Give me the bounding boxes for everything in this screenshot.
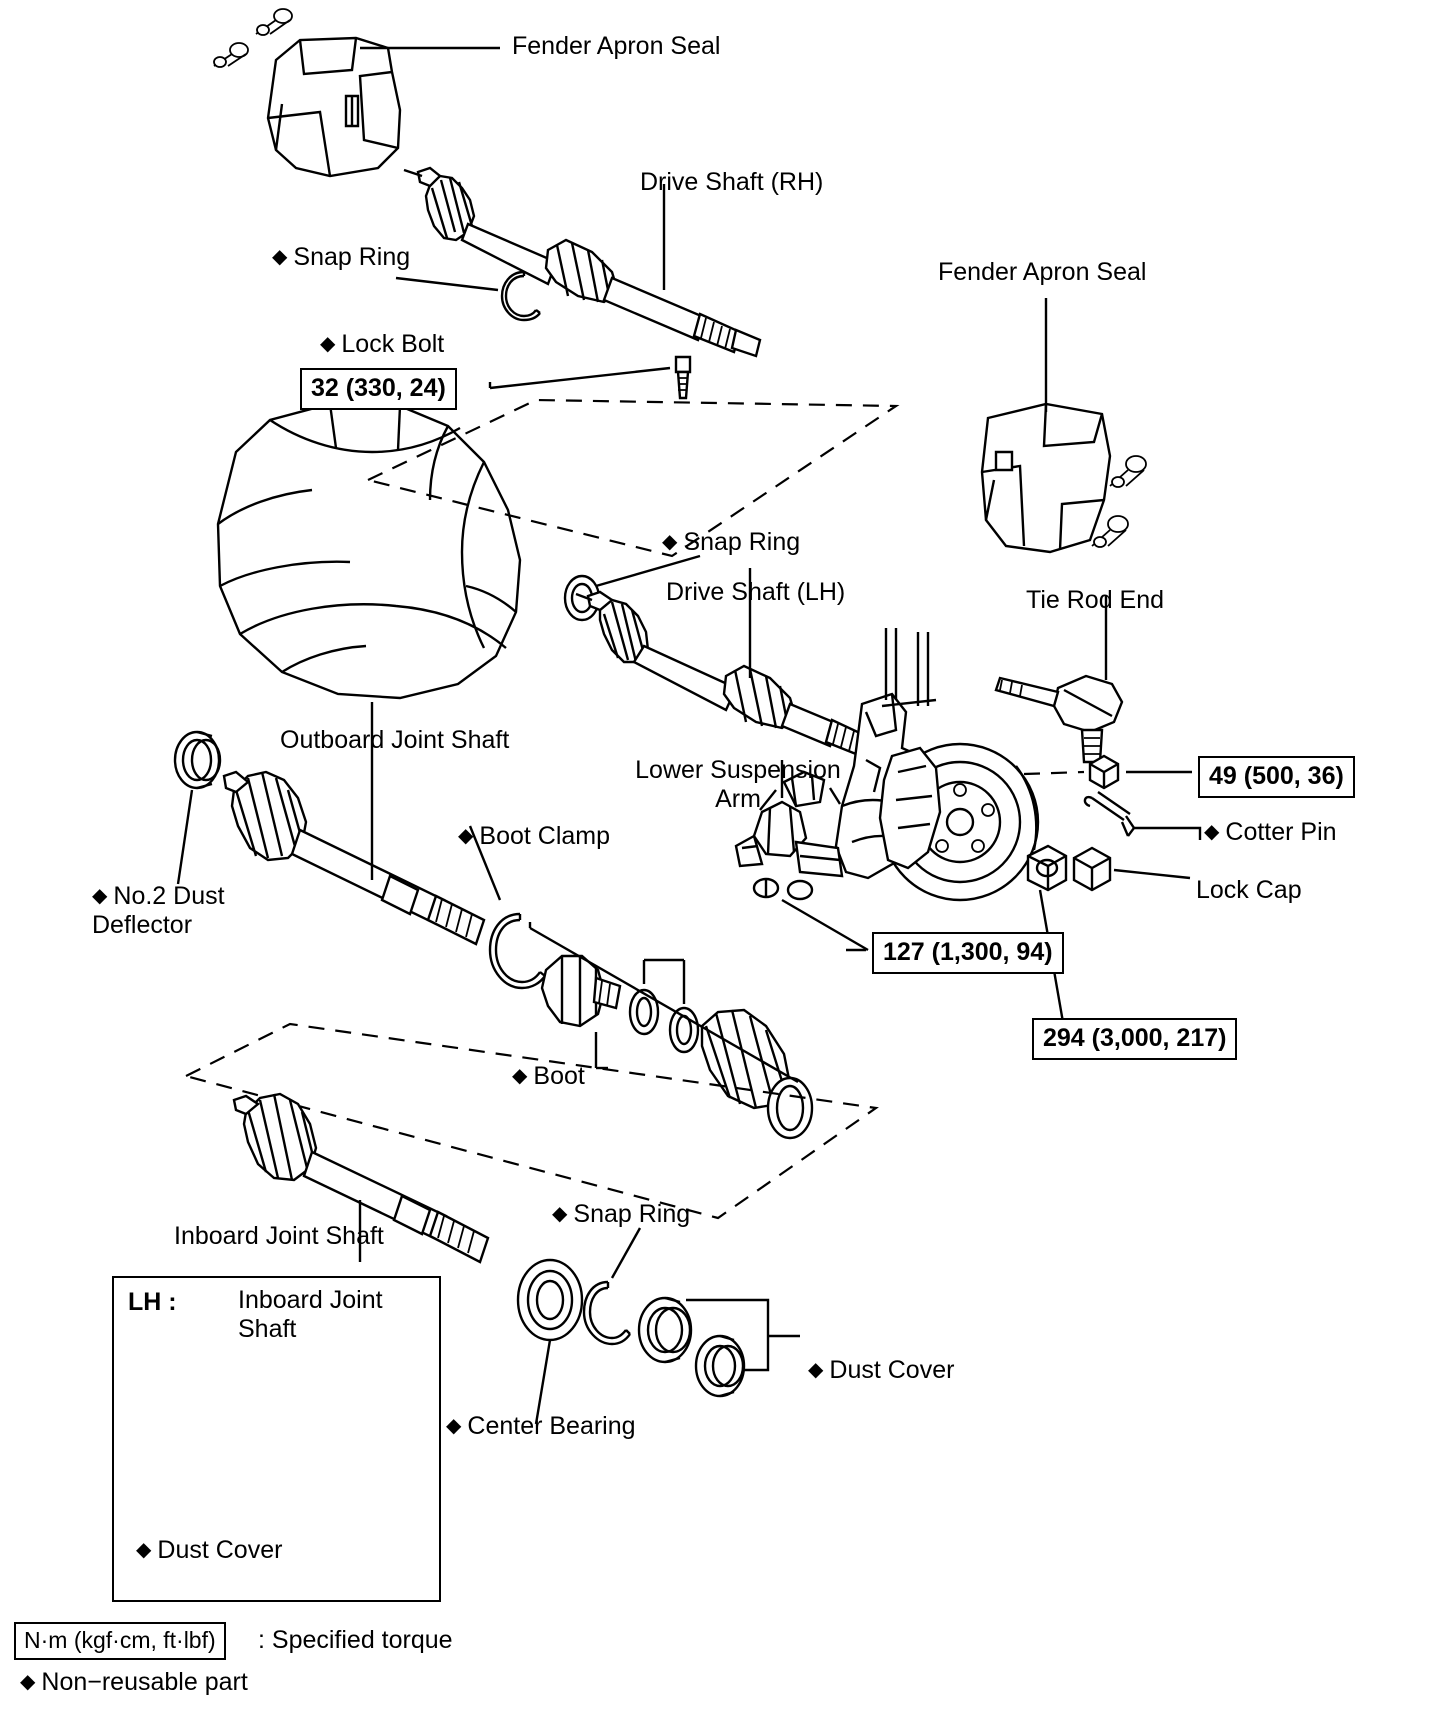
label-lower-suspension-arm: Lower Suspension Arm — [635, 756, 841, 813]
label-drive-shaft-lh: Drive Shaft (LH) — [666, 578, 846, 606]
transaxle-housing — [218, 404, 520, 698]
fender-apron-seal-right-part — [982, 298, 1146, 552]
bolt-icon-2 — [214, 43, 248, 67]
lh-inset-title: LH : — [128, 1288, 177, 1316]
label-lock-cap: Lock Cap — [1196, 876, 1302, 904]
nonreusable-diamond-icon: ◆ — [512, 1065, 528, 1087]
nonreusable-diamond-icon: ◆ — [458, 825, 474, 847]
bolt-icon-3 — [1110, 456, 1146, 487]
label-fender-apron-seal-left: Fender Apron Seal — [512, 32, 721, 60]
torque-lock-bolt-box: 32 (330, 24) — [300, 368, 457, 410]
snap-ring-lower-part — [584, 1228, 640, 1344]
boot-part — [530, 922, 812, 1138]
label-snap-ring-lower: ◆ Snap Ring — [552, 1200, 691, 1228]
label-snap-ring-upper: ◆ Snap Ring — [272, 243, 411, 271]
dust-cover-part-2 — [696, 1336, 744, 1396]
bolt-icon — [256, 9, 292, 35]
label-fender-apron-seal-right: Fender Apron Seal — [938, 258, 1147, 286]
nonreusable-diamond-icon: ◆ — [20, 1671, 36, 1693]
label-drive-shaft-rh: Drive Shaft (RH) — [640, 168, 824, 196]
torque-lower-arm-box: 127 (1,300, 94) — [872, 932, 1064, 974]
knuckle-brake-assembly — [836, 628, 1038, 900]
cotter-pin-part — [1085, 792, 1200, 840]
label-dust-cover: ◆ Dust Cover — [808, 1356, 955, 1384]
legend-nonreusable-note: ◆ Non−reusable part — [20, 1668, 248, 1696]
no2-dust-deflector-part — [175, 732, 220, 884]
label-tie-rod-end: Tie Rod End — [1026, 586, 1165, 614]
nonreusable-diamond-icon: ◆ — [272, 246, 288, 268]
label-lock-bolt: ◆ Lock Bolt — [320, 330, 445, 358]
nonreusable-diamond-icon: ◆ — [92, 885, 108, 907]
nonreusable-diamond-icon: ◆ — [552, 1203, 568, 1225]
label-boot: ◆ Boot — [512, 1062, 585, 1090]
legend-units-note: : Specified torque — [258, 1626, 453, 1654]
nonreusable-diamond-icon: ◆ — [662, 531, 678, 553]
torque-tie-rod-box: 49 (500, 36) — [1198, 756, 1355, 798]
nonreusable-diamond-icon: ◆ — [808, 1359, 824, 1381]
snap-ring-upper-part — [396, 272, 540, 320]
tie-rod-end-part — [996, 596, 1192, 788]
label-outboard-joint-shaft: Outboard Joint Shaft — [280, 726, 510, 754]
lock-bolt-part — [490, 357, 690, 398]
nonreusable-diamond-icon: ◆ — [320, 333, 336, 355]
lh-inset-dust-cover-label: ◆ Dust Cover — [136, 1536, 283, 1564]
nonreusable-diamond-icon: ◆ — [446, 1415, 462, 1437]
label-center-bearing: ◆ Center Bearing — [446, 1412, 636, 1440]
lh-inset-part-label: Inboard Joint Shaft — [238, 1286, 383, 1343]
label-no2-dust-deflector: ◆ No.2 Dust Deflector — [92, 882, 225, 939]
nonreusable-diamond-icon: ◆ — [1204, 821, 1220, 843]
fender-apron-seal-left-part — [214, 9, 500, 176]
label-boot-clamp: ◆ Boot Clamp — [458, 822, 611, 850]
label-snap-ring-mid: ◆ Snap Ring — [662, 528, 801, 556]
dust-cover-part-1 — [639, 1298, 691, 1362]
torque-axle-nut-box: 294 (3,000, 217) — [1032, 1018, 1237, 1060]
lock-cap-part — [1074, 848, 1190, 890]
label-cotter-pin: ◆ Cotter Pin — [1204, 818, 1337, 846]
label-inboard-joint-shaft: Inboard Joint Shaft — [174, 1222, 384, 1250]
center-bearing-part — [518, 1260, 582, 1424]
legend-units-box: N·m (kgf·cm, ft·lbf) — [14, 1622, 226, 1660]
nonreusable-diamond-icon: ◆ — [136, 1539, 152, 1561]
